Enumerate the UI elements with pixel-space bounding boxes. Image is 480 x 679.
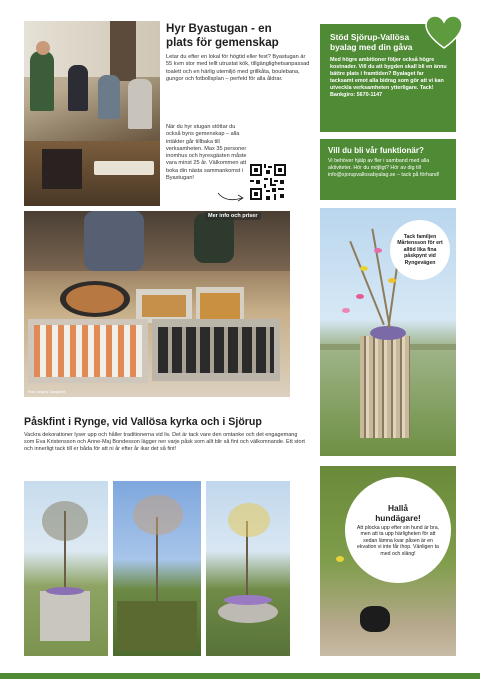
footer-bar bbox=[0, 673, 480, 679]
support-body: Med högre ambitioner följer också högre kostnader. Vill du att bygden skall bli en ännu bättre plats i framtiden? Byalaget far tacksamt emot alla bidrag som gör att vi kan utveckla verksamheten ytterligare. Tack! Bankgiro: 5670-1147 bbox=[330, 57, 447, 98]
food-photo bbox=[24, 211, 290, 397]
rent-body-2: När du hyr stugan stöttar du också byns gemenskap – alla intäkter går tillbaka till verksamheten. Max 35 personer inomhus och hyresgästen måste vara minst 25 år. Välkommen att boka din nästa sammankomst i Byastugan! bbox=[166, 124, 247, 182]
qr-arrow-icon bbox=[216, 190, 246, 204]
rent-title-line2: plats för gemenskap bbox=[166, 36, 279, 49]
tree-photo-sjorup bbox=[206, 481, 290, 656]
qr-code-icon bbox=[248, 162, 288, 202]
qr-code[interactable] bbox=[248, 162, 288, 202]
volunteer-title: Vill du bli vår funktionär? bbox=[328, 146, 424, 155]
support-title: Stöd Sjörup-Vallösa byalag med din gåva bbox=[330, 32, 413, 52]
easter-body: Vackra dekorationer lyser upp och håller traditionerna vid liv. Det är tack vare den omtanke och det engagemang som Eva Kristensson och Anne-Maj Bondesson lägger ner varje påsk som allt blir så fint och välkomnande. Ett stort och innerligt tack till er båda för att ni år efter år ikar det så fint! bbox=[24, 432, 305, 453]
thanks-bubble bbox=[390, 220, 450, 280]
tree-photo-rynge bbox=[24, 481, 108, 656]
rent-body: Letar du efter en lokal för högtid eller fest? Byastugan är 55 kvm stor med tellt utrustat kök, tillgänglighetsanpassad toalett och en härlig utemiljö med grillkåta, boulebana, gungor och fotbollsplan – perfekt för alla åldrar. bbox=[166, 54, 310, 82]
volunteer-box bbox=[320, 139, 456, 200]
photo-credit: Foto: Angela Sangstedt bbox=[28, 390, 66, 394]
tree-photo-vallosa bbox=[113, 481, 201, 656]
kitchen-photo bbox=[24, 21, 160, 206]
easter-title: Påskfint i Rynge, vid Vallösa kyrka och i Sjörup bbox=[24, 416, 262, 428]
qr-label: Mer info och priser bbox=[205, 212, 261, 220]
volunteer-body: Vi behöver hjälp av fler i samband med alla aktiviteter. Hör du möjligt? Hör av dig till info@sjorupvallosabyalag.se – tack på förhand! bbox=[328, 158, 440, 178]
dog-title: Hallå hundägare! bbox=[375, 502, 421, 523]
dog-bubble bbox=[345, 477, 451, 583]
heart-icon bbox=[424, 14, 464, 50]
dog-body: Att plocka upp efter sin hund är bra, men att ta upp härligheten för att sedan lämna kvar påsen är en ekvation vi inte får ihop. Vänligen ta med och släng! bbox=[356, 524, 440, 557]
rent-title-line1: Hyr Byastugan - en bbox=[166, 22, 272, 35]
rent-title bbox=[166, 22, 316, 50]
thanks-text: Tack familjen Mårtensson för ert alltid lika fina påskpynt vid Ryngevägen bbox=[397, 233, 443, 266]
